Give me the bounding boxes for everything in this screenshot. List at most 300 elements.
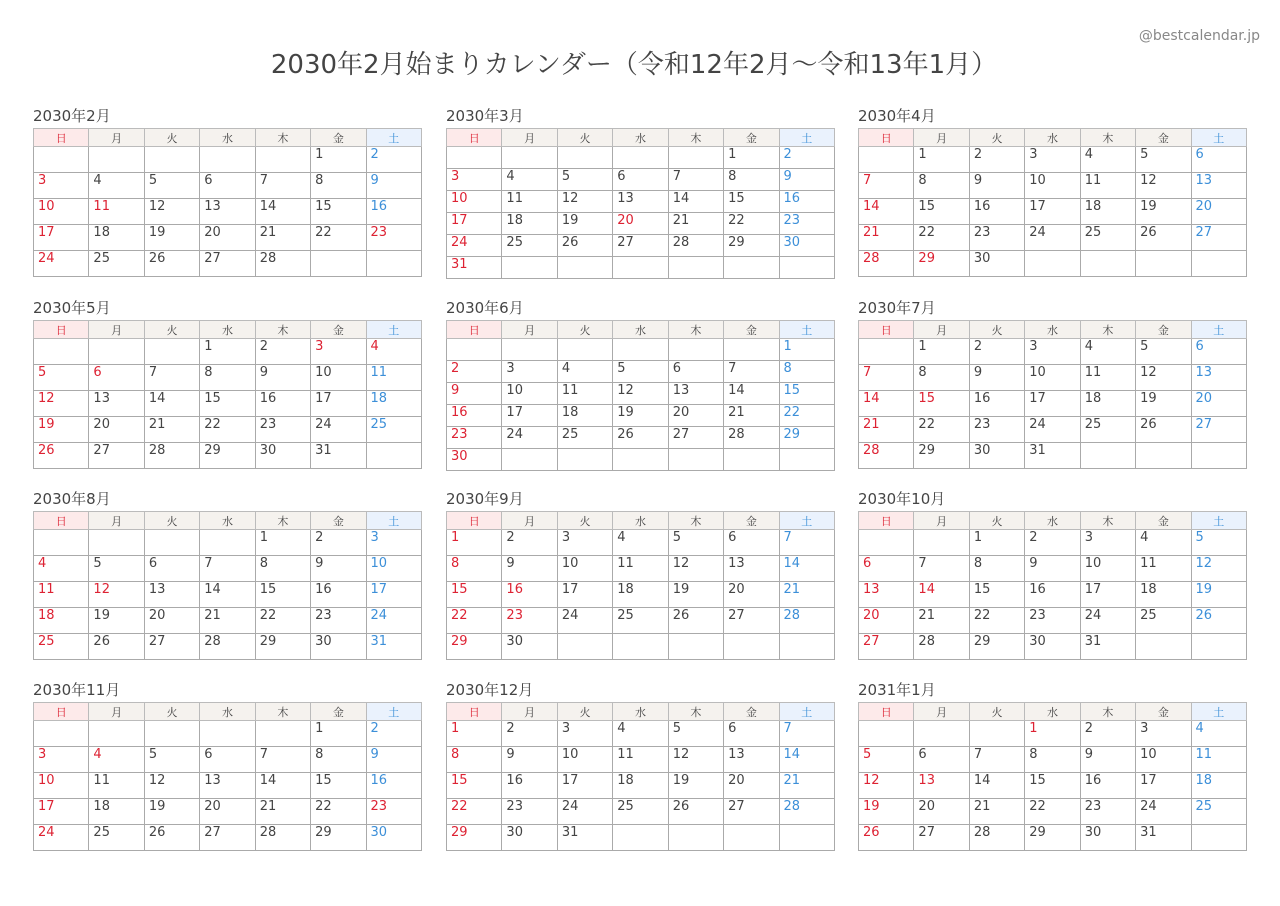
empty-cell: [613, 634, 668, 660]
day-cell: 9: [255, 365, 310, 391]
week-row: [447, 405, 835, 427]
weekday-header: 木: [668, 512, 723, 530]
day-cell: 3: [1025, 339, 1080, 365]
month-calendar: [858, 298, 1247, 469]
day-cell: 29: [779, 427, 834, 449]
empty-cell: [1136, 443, 1191, 469]
weekday-header: 金: [1136, 129, 1191, 147]
day-cell: 28: [859, 443, 914, 469]
day-cell: 6: [668, 361, 723, 383]
empty-cell: [34, 530, 89, 556]
day-cell: 26: [144, 251, 199, 277]
week-row: [859, 747, 1247, 773]
day-cell: 2: [255, 339, 310, 365]
weekday-header: 日: [859, 703, 914, 721]
day-cell: 30: [255, 443, 310, 469]
day-cell: 14: [969, 773, 1024, 799]
day-cell: 24: [557, 799, 612, 825]
day-cell: 30: [502, 825, 557, 851]
day-cell: 12: [557, 191, 612, 213]
day-cell: 8: [969, 556, 1024, 582]
day-cell: 10: [1136, 747, 1191, 773]
weekday-header: 金: [724, 512, 779, 530]
day-cell: 16: [255, 391, 310, 417]
day-cell: 21: [724, 405, 779, 427]
weekday-header: 日: [34, 321, 89, 339]
day-cell: 27: [613, 235, 668, 257]
day-cell: 29: [311, 825, 366, 851]
empty-cell: [1080, 443, 1135, 469]
weekday-header: 水: [1025, 703, 1080, 721]
day-cell: 7: [859, 173, 914, 199]
day-cell: 8: [447, 556, 502, 582]
day-cell: 16: [502, 773, 557, 799]
day-cell: 5: [144, 747, 199, 773]
week-row: [34, 747, 422, 773]
day-cell: 22: [311, 799, 366, 825]
day-cell: 5: [1136, 339, 1191, 365]
day-cell: 15: [447, 582, 502, 608]
day-cell: 1: [914, 339, 969, 365]
day-cell: 25: [613, 799, 668, 825]
day-cell: 9: [366, 747, 421, 773]
empty-cell: [613, 257, 668, 279]
day-cell: 28: [969, 825, 1024, 851]
day-cell: 9: [447, 383, 502, 405]
weekday-header: 火: [144, 129, 199, 147]
day-cell: 15: [1025, 773, 1080, 799]
week-row: [34, 556, 422, 582]
day-cell: 16: [366, 773, 421, 799]
day-cell: 23: [311, 608, 366, 634]
day-cell: 21: [668, 213, 723, 235]
day-cell: 31: [447, 257, 502, 279]
day-cell: 3: [34, 747, 89, 773]
weekday-header: 水: [1025, 129, 1080, 147]
day-cell: 12: [1136, 173, 1191, 199]
day-cell: 1: [447, 721, 502, 747]
day-cell: 18: [34, 608, 89, 634]
day-cell: 26: [34, 443, 89, 469]
empty-cell: [447, 339, 502, 361]
day-cell: 16: [502, 582, 557, 608]
day-cell: 26: [613, 427, 668, 449]
day-cell: 21: [779, 773, 834, 799]
day-cell: 6: [724, 530, 779, 556]
empty-cell: [144, 147, 199, 173]
empty-cell: [668, 257, 723, 279]
weekday-header: 日: [447, 321, 502, 339]
weekday-header: 月: [914, 703, 969, 721]
day-cell: 8: [914, 173, 969, 199]
day-cell: 22: [311, 225, 366, 251]
day-cell: 23: [447, 427, 502, 449]
empty-cell: [779, 825, 834, 851]
day-cell: 5: [668, 530, 723, 556]
day-cell: 20: [200, 225, 255, 251]
day-cell: 12: [89, 582, 144, 608]
weekday-header: 月: [89, 512, 144, 530]
day-cell: 9: [311, 556, 366, 582]
day-cell: 14: [724, 383, 779, 405]
month-calendar: [33, 489, 422, 660]
day-cell: 9: [969, 173, 1024, 199]
empty-cell: [255, 721, 310, 747]
weekday-header: 土: [779, 321, 834, 339]
weekday-header: 土: [366, 512, 421, 530]
week-row: [447, 213, 835, 235]
day-cell: 26: [1136, 225, 1191, 251]
day-cell: 27: [724, 608, 779, 634]
day-cell: 15: [969, 582, 1024, 608]
week-row: [34, 721, 422, 747]
day-cell: 9: [502, 747, 557, 773]
weekday-header: 水: [613, 321, 668, 339]
day-cell: 31: [1080, 634, 1135, 660]
week-row: [447, 634, 835, 660]
day-cell: 27: [1191, 417, 1246, 443]
week-row: [447, 825, 835, 851]
day-cell: 10: [311, 365, 366, 391]
day-cell: 4: [613, 721, 668, 747]
weekday-header: 火: [557, 512, 612, 530]
day-cell: 16: [969, 391, 1024, 417]
month-title: 2030年12月: [446, 681, 534, 699]
day-cell: 11: [613, 747, 668, 773]
day-cell: 26: [1136, 417, 1191, 443]
day-cell: 15: [724, 191, 779, 213]
day-cell: 13: [1191, 173, 1246, 199]
day-cell: 14: [779, 747, 834, 773]
empty-cell: [1136, 251, 1191, 277]
day-cell: 13: [200, 773, 255, 799]
week-row: [447, 582, 835, 608]
day-cell: 24: [502, 427, 557, 449]
day-cell: 5: [1191, 530, 1246, 556]
day-cell: 23: [502, 608, 557, 634]
weekday-header: 火: [144, 512, 199, 530]
empty-cell: [668, 339, 723, 361]
day-cell: 16: [447, 405, 502, 427]
day-cell: 19: [1136, 199, 1191, 225]
week-row: [34, 251, 422, 277]
weekday-header: 木: [668, 703, 723, 721]
day-cell: 9: [969, 365, 1024, 391]
day-cell: 5: [668, 721, 723, 747]
day-cell: 20: [1191, 391, 1246, 417]
day-cell: 22: [447, 799, 502, 825]
day-cell: 25: [89, 251, 144, 277]
day-cell: 1: [914, 147, 969, 173]
day-cell: 25: [1191, 799, 1246, 825]
day-cell: 31: [311, 443, 366, 469]
weekday-header: 土: [366, 129, 421, 147]
week-row: [34, 199, 422, 225]
empty-cell: [366, 443, 421, 469]
weekday-header: 木: [255, 512, 310, 530]
weekday-header: 金: [311, 129, 366, 147]
empty-cell: [502, 339, 557, 361]
day-cell: 27: [668, 427, 723, 449]
day-cell: 7: [200, 556, 255, 582]
day-cell: 8: [447, 747, 502, 773]
day-cell: 17: [366, 582, 421, 608]
empty-cell: [613, 339, 668, 361]
week-row: [859, 799, 1247, 825]
day-cell: 12: [859, 773, 914, 799]
day-cell: 22: [969, 608, 1024, 634]
weekday-header: 月: [89, 321, 144, 339]
day-cell: 26: [668, 799, 723, 825]
day-cell: 18: [366, 391, 421, 417]
day-cell: 4: [89, 173, 144, 199]
day-cell: 7: [255, 747, 310, 773]
day-cell: 22: [447, 608, 502, 634]
day-cell: 12: [144, 199, 199, 225]
day-cell: 13: [144, 582, 199, 608]
day-cell: 28: [255, 251, 310, 277]
month-title: 2030年2月: [33, 107, 111, 125]
day-cell: 25: [34, 634, 89, 660]
weekday-header: 木: [1080, 321, 1135, 339]
empty-cell: [613, 825, 668, 851]
weekday-header: 木: [255, 703, 310, 721]
day-cell: 11: [502, 191, 557, 213]
day-cell: 1: [200, 339, 255, 365]
day-cell: 14: [255, 199, 310, 225]
day-cell: 14: [144, 391, 199, 417]
weekday-header: 月: [89, 703, 144, 721]
day-cell: 30: [502, 634, 557, 660]
empty-cell: [200, 530, 255, 556]
month-title: 2030年9月: [446, 490, 524, 508]
empty-cell: [779, 257, 834, 279]
week-row: [447, 147, 835, 169]
day-cell: 21: [859, 417, 914, 443]
day-cell: 28: [779, 608, 834, 634]
day-cell: 17: [34, 225, 89, 251]
day-cell: 14: [859, 199, 914, 225]
empty-cell: [200, 721, 255, 747]
day-cell: 24: [1080, 608, 1135, 634]
day-cell: 11: [613, 556, 668, 582]
day-cell: 9: [502, 556, 557, 582]
month-calendar: [446, 680, 835, 851]
day-cell: 12: [668, 556, 723, 582]
day-cell: 1: [779, 339, 834, 361]
day-cell: 4: [1080, 147, 1135, 173]
day-cell: 2: [779, 147, 834, 169]
day-cell: 17: [311, 391, 366, 417]
day-cell: 6: [724, 721, 779, 747]
week-row: [447, 427, 835, 449]
empty-cell: [724, 825, 779, 851]
day-cell: 20: [144, 608, 199, 634]
day-cell: 30: [779, 235, 834, 257]
day-cell: 17: [34, 799, 89, 825]
day-cell: 31: [1025, 443, 1080, 469]
day-cell: 19: [144, 225, 199, 251]
week-row: [859, 825, 1247, 851]
day-cell: 19: [668, 582, 723, 608]
week-row: [447, 556, 835, 582]
empty-cell: [1025, 251, 1080, 277]
day-cell: 21: [859, 225, 914, 251]
day-cell: 29: [724, 235, 779, 257]
empty-cell: [144, 339, 199, 365]
weekday-header: 金: [311, 512, 366, 530]
empty-cell: [914, 530, 969, 556]
week-row: [34, 799, 422, 825]
day-cell: 29: [914, 443, 969, 469]
day-cell: 2: [447, 361, 502, 383]
day-cell: 22: [914, 225, 969, 251]
day-cell: 5: [613, 361, 668, 383]
empty-cell: [502, 147, 557, 169]
day-cell: 29: [914, 251, 969, 277]
day-cell: 10: [366, 556, 421, 582]
day-cell: 4: [1191, 721, 1246, 747]
day-cell: 20: [89, 417, 144, 443]
day-cell: 20: [914, 799, 969, 825]
week-row: [447, 799, 835, 825]
month-calendar: [858, 489, 1247, 660]
weekday-header: 火: [144, 321, 199, 339]
day-cell: 25: [613, 608, 668, 634]
week-row: [447, 721, 835, 747]
day-cell: 30: [1025, 634, 1080, 660]
empty-cell: [859, 530, 914, 556]
week-row: [859, 582, 1247, 608]
day-cell: 4: [557, 361, 612, 383]
month-calendar: [33, 106, 422, 277]
empty-cell: [557, 339, 612, 361]
weekday-header: 月: [914, 129, 969, 147]
day-cell: 1: [255, 530, 310, 556]
day-cell: 11: [557, 383, 612, 405]
weekday-header: 木: [1080, 129, 1135, 147]
day-cell: 2: [502, 721, 557, 747]
day-cell: 20: [859, 608, 914, 634]
weekday-header: 日: [859, 321, 914, 339]
day-cell: 27: [200, 825, 255, 851]
weekday-header: 金: [1136, 512, 1191, 530]
day-cell: 6: [914, 747, 969, 773]
day-cell: 16: [1025, 582, 1080, 608]
day-cell: 18: [613, 773, 668, 799]
day-cell: 15: [311, 773, 366, 799]
day-cell: 22: [779, 405, 834, 427]
weekday-header: 日: [34, 703, 89, 721]
day-cell: 26: [89, 634, 144, 660]
day-cell: 29: [969, 634, 1024, 660]
day-cell: 13: [914, 773, 969, 799]
day-cell: 12: [34, 391, 89, 417]
day-cell: 25: [1136, 608, 1191, 634]
weekday-header: 火: [144, 703, 199, 721]
empty-cell: [557, 257, 612, 279]
day-cell: 19: [1191, 582, 1246, 608]
week-row: [859, 147, 1247, 173]
month-calendar: [33, 680, 422, 851]
week-row: [859, 634, 1247, 660]
weekday-header: 土: [779, 129, 834, 147]
month-calendar: [33, 298, 422, 469]
day-cell: 14: [859, 391, 914, 417]
week-row: [859, 773, 1247, 799]
day-cell: 26: [144, 825, 199, 851]
week-row: [34, 443, 422, 469]
empty-cell: [1191, 634, 1246, 660]
week-row: [447, 383, 835, 405]
day-cell: 22: [1025, 799, 1080, 825]
day-cell: 7: [969, 747, 1024, 773]
day-cell: 22: [724, 213, 779, 235]
day-cell: 14: [914, 582, 969, 608]
weekday-header: 水: [613, 703, 668, 721]
weekday-header: 日: [859, 512, 914, 530]
day-cell: 26: [1191, 608, 1246, 634]
empty-cell: [447, 147, 502, 169]
day-cell: 28: [779, 799, 834, 825]
day-cell: 30: [969, 443, 1024, 469]
week-row: [859, 608, 1247, 634]
day-cell: 7: [144, 365, 199, 391]
month-title: 2030年4月: [858, 107, 936, 125]
weekday-header: 月: [502, 512, 557, 530]
day-cell: 17: [1080, 582, 1135, 608]
weekday-header: 木: [255, 321, 310, 339]
month-title: 2030年6月: [446, 299, 524, 317]
day-cell: 13: [1191, 365, 1246, 391]
day-cell: 6: [200, 747, 255, 773]
day-cell: 19: [144, 799, 199, 825]
week-row: [447, 257, 835, 279]
day-cell: 3: [557, 530, 612, 556]
day-cell: 8: [311, 747, 366, 773]
empty-cell: [255, 147, 310, 173]
day-cell: 18: [1136, 582, 1191, 608]
month-title: 2031年1月: [858, 681, 936, 699]
day-cell: 20: [613, 213, 668, 235]
weekday-header: 土: [1191, 129, 1246, 147]
week-row: [859, 225, 1247, 251]
day-cell: 13: [200, 199, 255, 225]
weekday-header: 水: [613, 512, 668, 530]
site-credit: @bestcalendar.jp: [1138, 28, 1260, 44]
day-cell: 21: [144, 417, 199, 443]
day-cell: 21: [255, 799, 310, 825]
empty-cell: [557, 449, 612, 471]
empty-cell: [34, 147, 89, 173]
empty-cell: [613, 147, 668, 169]
weekday-header: 木: [1080, 512, 1135, 530]
day-cell: 11: [89, 199, 144, 225]
day-cell: 10: [1025, 173, 1080, 199]
month-title: 2030年10月: [858, 490, 946, 508]
day-cell: 10: [557, 556, 612, 582]
day-cell: 29: [200, 443, 255, 469]
day-cell: 22: [914, 417, 969, 443]
day-cell: 1: [447, 530, 502, 556]
day-cell: 4: [366, 339, 421, 365]
day-cell: 15: [311, 199, 366, 225]
day-cell: 15: [914, 391, 969, 417]
day-cell: 11: [34, 582, 89, 608]
day-cell: 1: [969, 530, 1024, 556]
month-title: 2030年7月: [858, 299, 936, 317]
day-cell: 14: [668, 191, 723, 213]
